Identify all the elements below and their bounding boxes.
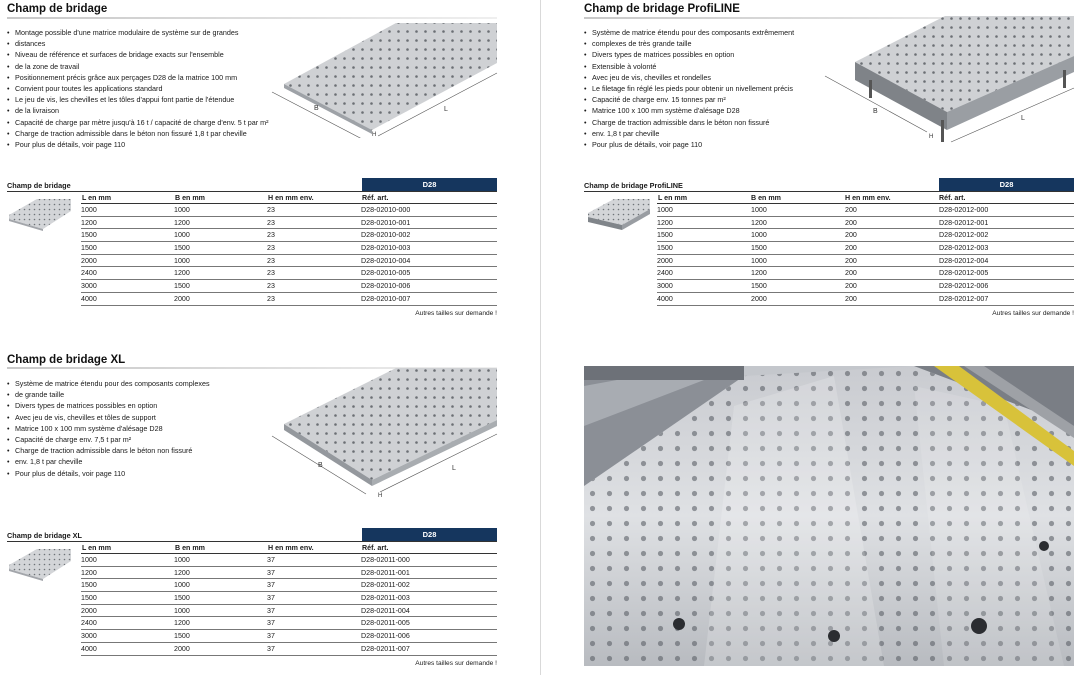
header-rule [584, 191, 1074, 192]
cell-width: 1000 [174, 579, 267, 592]
dim-label-h: H [378, 493, 383, 499]
table-row [657, 242, 1074, 255]
cell-height: 23 [267, 216, 361, 229]
feature-item: • Système de matrice étendu pour des composants extrêmement [584, 27, 859, 38]
header-rule [7, 191, 497, 192]
cell-article-ref: D28-02011-007 [361, 642, 497, 655]
cell-article-ref: D28-02011-002 [361, 579, 497, 592]
feature-item-text: env. 1,8 t par cheville [592, 128, 660, 138]
cell-length: 1000 [657, 204, 751, 217]
cell-article-ref: D28-02011-000 [361, 554, 497, 567]
col-header-ref: Réf. art. [939, 194, 966, 202]
cell-article-ref: D28-02010-005 [361, 267, 497, 280]
cell-length: 3000 [81, 280, 174, 293]
col-header-b: B en mm [175, 194, 205, 202]
table-row [81, 630, 497, 643]
table-row [81, 267, 497, 280]
cell-length: 4000 [81, 642, 174, 655]
cell-article-ref: D28-02012-007 [939, 292, 1074, 305]
table-title: Champ de bridage ProfiLINE [584, 181, 683, 190]
dim-label-l: L [1021, 115, 1025, 122]
cell-height: 23 [267, 242, 361, 255]
table-row [81, 579, 497, 592]
clamping-table-illustration [268, 18, 498, 138]
cell-width: 1500 [174, 242, 267, 255]
col-header-ref: Réf. art. [362, 544, 389, 552]
feature-item-text: env. 1,8 t par cheville [15, 457, 83, 467]
table-row [81, 204, 497, 217]
cell-height: 200 [845, 204, 939, 217]
workshop-floor-photo [584, 366, 1074, 666]
cell-width: 2000 [751, 292, 845, 305]
col-header-b: B en mm [175, 544, 205, 552]
table-row [81, 280, 497, 293]
cell-article-ref: D28-02011-004 [361, 604, 497, 617]
feature-item: • Avec jeu de vis, chevilles et rondelles [584, 72, 859, 83]
feature-item: • Convient pour toutes les applications standard [7, 83, 277, 94]
feature-item-text: complexes de très grande taille [592, 39, 692, 49]
feature-item-text: de grande taille [15, 390, 65, 400]
col-header-l: L en mm [82, 544, 112, 552]
cell-length: 2400 [657, 267, 751, 280]
feature-item: • Capacité de charge par mètre jusqu'à 16 t / capacité de charge d'env. 5 t par m² [7, 117, 277, 128]
col-header-l: L en mm [82, 194, 112, 202]
cell-length: 2400 [81, 267, 174, 280]
cell-height: 23 [267, 267, 361, 280]
feature-item: • Positionnement précis grâce aux perçages D28 de la matrice 100 mm [7, 72, 277, 83]
table-row [81, 617, 497, 630]
table-row [657, 229, 1074, 242]
col-header-h: H en mm env. [268, 194, 314, 202]
table-row [81, 242, 497, 255]
dim-label-l: L [444, 106, 448, 113]
feature-item-cont [584, 38, 859, 49]
product-table-body [81, 554, 497, 656]
product-table-body [81, 204, 497, 306]
cell-width: 1000 [751, 204, 845, 217]
cell-width: 1200 [751, 216, 845, 229]
feature-item-text: de la livraison [15, 106, 59, 116]
cell-length: 2000 [657, 254, 751, 267]
d28-badge: D28 [362, 178, 497, 191]
cell-height: 23 [267, 292, 361, 305]
table-row [657, 254, 1074, 267]
cell-article-ref: D28-02012-005 [939, 267, 1074, 280]
section-title-champ-de-bridage-xl: Champ de bridage XL [7, 354, 126, 366]
feature-item: • Avec jeu de vis, chevilles et tôles de support [7, 412, 272, 423]
table-row [81, 229, 497, 242]
cell-length: 1500 [657, 229, 751, 242]
cell-height: 23 [267, 229, 361, 242]
cell-width: 1200 [174, 267, 267, 280]
cell-width: 2000 [174, 642, 267, 655]
cell-height: 37 [267, 617, 361, 630]
feature-item: • Matrice 100 x 100 mm système d'alésage D28 [584, 105, 859, 116]
feature-item: • Pour plus de détails, voir page 110 [584, 139, 859, 150]
cell-article-ref: D28-02012-001 [939, 216, 1074, 229]
feature-item-cont [7, 61, 277, 72]
col-header-b: B en mm [751, 194, 781, 202]
cell-article-ref: D28-02012-003 [939, 242, 1074, 255]
cell-width: 1200 [174, 566, 267, 579]
table-row [81, 566, 497, 579]
other-sizes-note: Autres tailles sur demande ! [415, 310, 497, 317]
cell-width: 1500 [174, 630, 267, 643]
product-table-body [657, 204, 1074, 306]
cell-width: 2000 [174, 292, 267, 305]
table-title: Champ de bridage [7, 181, 71, 190]
cell-height: 23 [267, 204, 361, 217]
cell-height: 37 [267, 554, 361, 567]
cell-article-ref: D28-02011-006 [361, 630, 497, 643]
table-row [657, 292, 1074, 305]
feature-item: • Système de matrice étendu pour des composants complexes [7, 378, 272, 389]
cell-length: 1000 [81, 204, 174, 217]
table-row [81, 254, 497, 267]
other-sizes-note: Autres tailles sur demande ! [992, 310, 1074, 317]
cell-width: 1000 [751, 254, 845, 267]
cell-height: 37 [267, 604, 361, 617]
cell-article-ref: D28-02011-001 [361, 566, 497, 579]
cell-article-ref: D28-02012-004 [939, 254, 1074, 267]
cell-length: 1500 [81, 242, 174, 255]
d28-badge: D28 [939, 178, 1074, 191]
section-title-champ-de-bridage: Champ de bridage [7, 3, 108, 15]
feature-item-cont [7, 38, 277, 49]
cell-width: 1000 [174, 204, 267, 217]
col-header-ref: Réf. art. [362, 194, 389, 202]
cell-article-ref: D28-02012-000 [939, 204, 1074, 217]
feature-item: • Extensible à volonté [584, 61, 859, 72]
product-table [81, 203, 497, 306]
table-row [81, 216, 497, 229]
feature-item: • Divers types de matrices possibles en option [7, 400, 272, 411]
profiline-table-illustration [821, 14, 1075, 154]
cell-width: 1000 [751, 229, 845, 242]
feature-item: • Charge de traction admissible dans le béton non fissuré [584, 117, 859, 128]
feature-list [7, 27, 277, 150]
dim-label-b: B [318, 462, 323, 469]
dim-label-h: H [372, 132, 377, 138]
feature-item-cont [584, 128, 859, 139]
feature-item: • Charge de traction admissible dans le béton non fissuré [7, 445, 272, 456]
feature-list [7, 378, 272, 479]
cell-article-ref: D28-02012-002 [939, 229, 1074, 242]
cell-width: 1200 [751, 267, 845, 280]
table-row [81, 592, 497, 605]
dim-label-h: H [929, 134, 934, 140]
table-row [81, 292, 497, 305]
clamping-table-xl-illustration [268, 366, 498, 500]
col-header-h: H en mm env. [268, 544, 314, 552]
cell-length: 3000 [657, 280, 751, 293]
feature-item: • Montage possible d'une matrice modulaire de système sur de grandes [7, 27, 277, 38]
cell-height: 37 [267, 566, 361, 579]
cell-width: 1500 [174, 280, 267, 293]
cell-height: 200 [845, 280, 939, 293]
table-row [657, 204, 1074, 217]
cell-height: 23 [267, 280, 361, 293]
cell-width: 1000 [174, 554, 267, 567]
cell-length: 1200 [81, 216, 174, 229]
product-table [657, 203, 1074, 306]
feature-item: • Le jeu de vis, les chevilles et les tôles d'appui font partie de l'étendue [7, 94, 277, 105]
feature-item-cont [7, 105, 277, 116]
cell-height: 37 [267, 592, 361, 605]
product-table [81, 553, 497, 656]
cell-length: 1500 [81, 229, 174, 242]
cell-article-ref: D28-02010-002 [361, 229, 497, 242]
cell-width: 1200 [174, 617, 267, 630]
cell-height: 200 [845, 216, 939, 229]
feature-item-cont [7, 456, 272, 467]
cell-length: 3000 [81, 630, 174, 643]
col-header-l: L en mm [658, 194, 688, 202]
cell-height: 200 [845, 242, 939, 255]
feature-item: • Pour plus de détails, voir page 110 [7, 139, 277, 150]
cell-width: 1500 [174, 592, 267, 605]
cell-length: 1000 [81, 554, 174, 567]
cell-length: 1200 [81, 566, 174, 579]
cell-width: 1200 [174, 216, 267, 229]
section-title-profiline: Champ de bridage ProfiLINE [584, 3, 740, 15]
feature-item: • Divers types de matrices possibles en option [584, 49, 859, 60]
feature-item: • Niveau de référence et surfaces de bridage exacts sur l'ensemble [7, 49, 277, 60]
feature-item: • Capacité de charge env. 7,5 t par m² [7, 434, 272, 445]
cell-article-ref: D28-02010-003 [361, 242, 497, 255]
d28-badge: D28 [362, 528, 497, 541]
cell-length: 1200 [657, 216, 751, 229]
cell-height: 200 [845, 254, 939, 267]
feature-list [584, 27, 859, 150]
product-thumbnail [7, 547, 73, 581]
cell-length: 1500 [81, 579, 174, 592]
cell-width: 1000 [174, 604, 267, 617]
feature-item: • Le filetage fin réglé les pieds pour obtenir un nivellement précis [584, 83, 859, 94]
cell-height: 200 [845, 292, 939, 305]
table-row [657, 267, 1074, 280]
product-thumbnail [7, 197, 73, 231]
cell-length: 4000 [657, 292, 751, 305]
cell-article-ref: D28-02012-006 [939, 280, 1074, 293]
cell-width: 1000 [174, 254, 267, 267]
cell-article-ref: D28-02011-005 [361, 617, 497, 630]
dim-label-b: B [873, 108, 878, 115]
cell-article-ref: D28-02010-006 [361, 280, 497, 293]
table-row [657, 280, 1074, 293]
cell-length: 1500 [657, 242, 751, 255]
cell-length: 4000 [81, 292, 174, 305]
cell-height: 37 [267, 579, 361, 592]
product-thumbnail [586, 197, 652, 233]
cell-length: 2000 [81, 254, 174, 267]
dim-label-l: L [452, 465, 456, 472]
cell-height: 23 [267, 254, 361, 267]
cell-article-ref: D28-02010-001 [361, 216, 497, 229]
other-sizes-note: Autres tailles sur demande ! [415, 660, 497, 667]
table-row [81, 642, 497, 655]
right-page [540, 0, 1080, 675]
table-row [657, 216, 1074, 229]
feature-item-cont [7, 389, 272, 400]
feature-item: • Pour plus de détails, voir page 110 [7, 468, 272, 479]
feature-item-text: de la zone de travail [15, 61, 80, 71]
cell-height: 200 [845, 229, 939, 242]
feature-item: • Matrice 100 x 100 mm système d'alésage D28 [7, 423, 272, 434]
workshop-photo [584, 366, 1074, 666]
cell-height: 200 [845, 267, 939, 280]
cell-length: 2000 [81, 604, 174, 617]
cell-width: 1500 [751, 242, 845, 255]
cell-height: 37 [267, 642, 361, 655]
col-header-h: H en mm env. [845, 194, 891, 202]
feature-item: • Capacité de charge env. 15 tonnes par m² [584, 94, 859, 105]
feature-item-text: distances [15, 39, 46, 49]
cell-length: 2400 [81, 617, 174, 630]
cell-article-ref: D28-02010-004 [361, 254, 497, 267]
table-row [81, 604, 497, 617]
table-title: Champ de bridage XL [7, 531, 83, 540]
dim-label-b: B [314, 105, 319, 112]
feature-item: • Charge de traction admissible dans le béton non fissuré 1,8 t par cheville [7, 128, 277, 139]
cell-width: 1500 [751, 280, 845, 293]
cell-article-ref: D28-02010-000 [361, 204, 497, 217]
cell-article-ref: D28-02011-003 [361, 592, 497, 605]
cell-length: 1500 [81, 592, 174, 605]
table-row [81, 554, 497, 567]
cell-width: 1000 [174, 229, 267, 242]
header-rule [7, 541, 497, 542]
cell-article-ref: D28-02010-007 [361, 292, 497, 305]
cell-height: 37 [267, 630, 361, 643]
